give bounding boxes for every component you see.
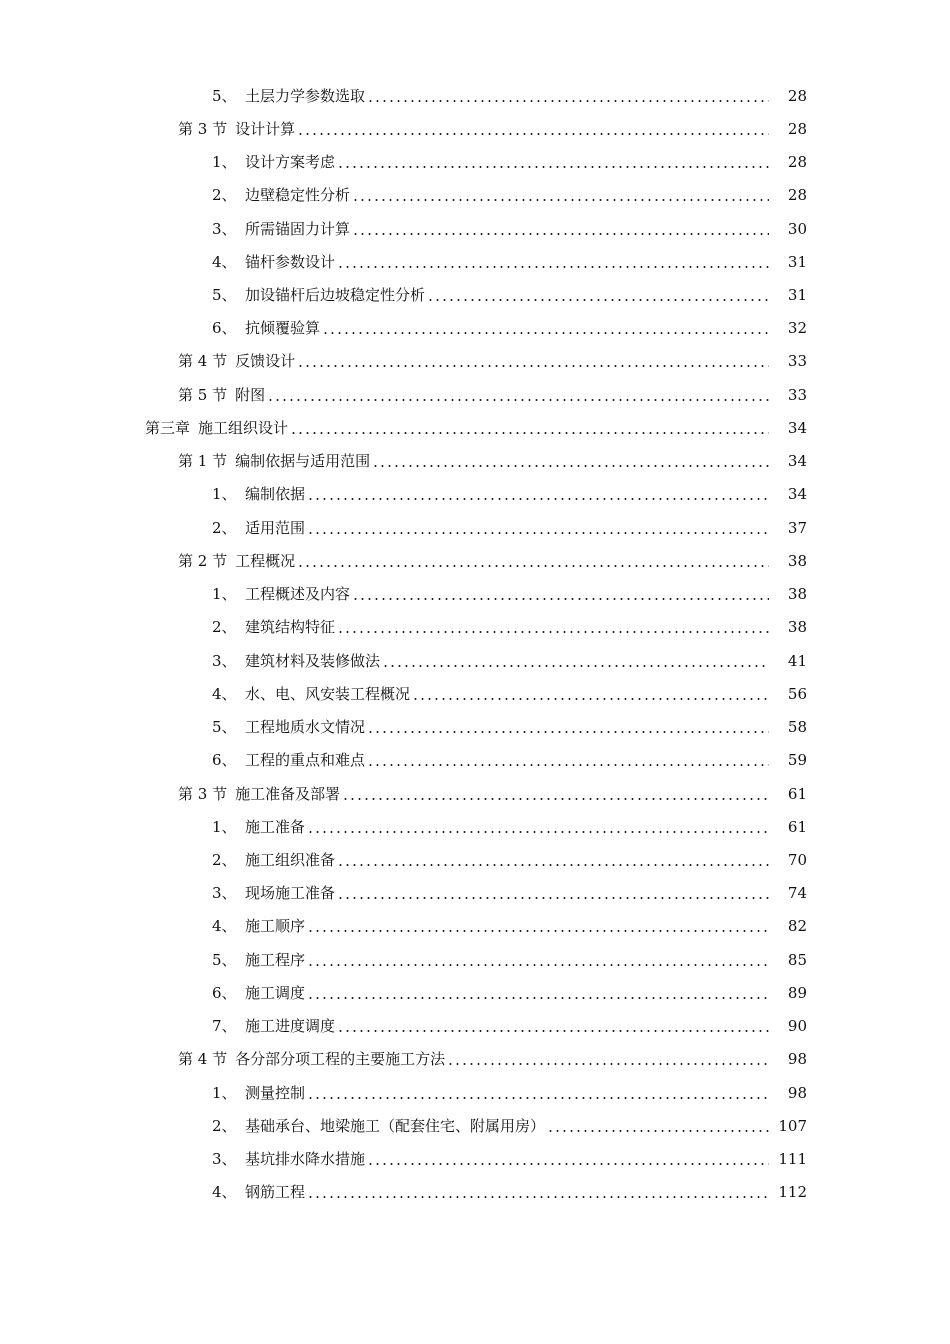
toc-entry-title: 边壁稳定性分析 — [245, 186, 351, 205]
toc-entry-number: 4、 — [212, 252, 237, 271]
toc-entry-title: 施工准备 — [245, 817, 306, 836]
toc-entry-page-number: 89 — [787, 983, 807, 1002]
toc-entry-page-number: 59 — [787, 751, 807, 770]
toc-entry-page-number: 38 — [787, 585, 807, 604]
toc-entry-page-number: 82 — [787, 917, 807, 936]
toc-entry-page-number: 111 — [778, 1150, 807, 1169]
toc-entry[interactable] — [0, 1043, 950, 1076]
toc-entry-page-number: 85 — [787, 950, 807, 969]
toc-entry-number: 1、 — [212, 1083, 237, 1102]
dot-leader — [547, 1130, 769, 1132]
toc-entry-title: 反馈设计 — [235, 352, 296, 371]
toc-entry-number: 1、 — [212, 817, 237, 836]
toc-entry-title: 建筑材料及装修做法 — [245, 651, 381, 670]
dot-leader — [337, 266, 769, 268]
toc-entry-number: 第 4 节 — [178, 1050, 228, 1069]
dot-leader — [307, 532, 769, 534]
toc-entry[interactable] — [0, 1109, 950, 1142]
toc-entry-title: 施工程序 — [245, 950, 306, 969]
toc-entry[interactable] — [0, 677, 950, 710]
toc-entry-page-number: 38 — [787, 618, 807, 637]
toc-entry-number: 第 3 节 — [178, 784, 228, 803]
toc-entry[interactable] — [0, 312, 950, 345]
toc-entry[interactable] — [0, 611, 950, 644]
dot-leader — [337, 631, 769, 633]
dot-leader — [337, 864, 769, 866]
toc-entry-page-number: 34 — [787, 418, 807, 437]
dot-leader — [342, 798, 769, 800]
toc-entry-title: 工程地质水文情况 — [245, 718, 366, 737]
dot-leader — [337, 166, 769, 168]
toc-entry-number: 1、 — [212, 153, 237, 172]
toc-entry[interactable] — [0, 710, 950, 743]
dot-leader — [412, 698, 769, 700]
toc-entry-number: 2、 — [212, 518, 237, 537]
toc-entry-page-number: 98 — [787, 1050, 807, 1069]
toc-entry-title: 加设锚杆后边坡稳定性分析 — [245, 286, 426, 305]
toc-entry-title: 建筑结构特征 — [245, 618, 336, 637]
toc-entry[interactable] — [0, 145, 950, 178]
toc-entry-title: 基础承台、地梁施工（配套住宅、附属用房） — [245, 1116, 546, 1135]
toc-entry-title: 工程的重点和难点 — [245, 751, 366, 770]
toc-entry[interactable] — [0, 843, 950, 876]
toc-entry[interactable] — [0, 877, 950, 910]
toc-entry-title: 基坑排水降水措施 — [245, 1150, 366, 1169]
toc-entry[interactable] — [0, 245, 950, 278]
toc-entry[interactable] — [0, 1176, 950, 1209]
toc-entry-page-number: 107 — [778, 1116, 807, 1135]
toc-entry-page-number: 30 — [787, 219, 807, 238]
toc-entry[interactable] — [0, 943, 950, 976]
toc-entry-number: 6、 — [212, 983, 237, 1002]
toc-entry-number: 5、 — [212, 718, 237, 737]
toc-entry[interactable] — [0, 511, 950, 544]
toc-entry[interactable] — [0, 644, 950, 677]
toc-entry-number: 7、 — [212, 1017, 237, 1036]
toc-entry-title: 编制依据与适用范围 — [235, 452, 371, 471]
dot-leader — [352, 199, 769, 201]
dot-leader — [307, 930, 769, 932]
toc-entry-title: 钢筋工程 — [245, 1183, 306, 1202]
toc-entry[interactable] — [0, 79, 950, 112]
dot-leader — [322, 332, 769, 334]
toc-entry-number: 2、 — [212, 618, 237, 637]
toc-entry-page-number: 31 — [787, 252, 807, 271]
toc-entry-page-number: 90 — [787, 1017, 807, 1036]
toc-entry-title: 设计计算 — [235, 119, 296, 138]
dot-leader — [297, 565, 769, 567]
dot-leader — [372, 465, 769, 467]
toc-entry-title: 施工组织设计 — [198, 418, 289, 437]
toc-entry-title: 现场施工准备 — [245, 884, 336, 903]
dot-leader — [267, 399, 769, 401]
dot-leader — [367, 731, 769, 733]
toc-entry[interactable] — [0, 810, 950, 843]
toc-entry-title: 施工调度 — [245, 983, 306, 1002]
toc-entry-title: 施工组织准备 — [245, 851, 336, 869]
toc-entry[interactable] — [0, 278, 950, 311]
dot-leader — [352, 598, 769, 600]
toc-entry-number: 5、 — [212, 950, 237, 969]
toc-entry-page-number: 33 — [787, 385, 807, 404]
dot-leader — [447, 1063, 769, 1065]
toc-entry-title: 施工进度调度 — [245, 1017, 336, 1036]
toc-entry-title: 各分部分项工程的主要施工方法 — [235, 1050, 446, 1069]
toc-entry-number: 6、 — [212, 319, 237, 338]
toc-entry[interactable] — [0, 179, 950, 212]
toc-entry[interactable] — [0, 1143, 950, 1176]
toc-entry-number: 第 1 节 — [178, 452, 228, 471]
toc-entry-number: 第三章 — [145, 418, 191, 437]
toc-entry-page-number: 31 — [787, 286, 807, 305]
dot-leader — [297, 365, 769, 367]
toc-entry-number: 3、 — [212, 884, 237, 903]
toc-entry-page-number: 56 — [787, 684, 807, 703]
toc-entry-number: 第 4 节 — [178, 352, 228, 371]
dot-leader — [367, 1163, 769, 1165]
toc-entry-page-number: 28 — [787, 86, 807, 105]
toc-entry[interactable] — [0, 910, 950, 943]
toc-entry-page-number: 28 — [787, 119, 807, 138]
toc-entry[interactable] — [0, 777, 950, 810]
toc-entry[interactable] — [0, 744, 950, 777]
toc-entry-title: 编制依据 — [245, 485, 306, 504]
toc-entry-page-number: 70 — [787, 851, 807, 869]
toc-entry-title: 锚杆参数设计 — [245, 252, 336, 271]
toc-entry[interactable] — [0, 112, 950, 145]
toc-entry-title: 设计方案考虑 — [245, 153, 336, 172]
toc-entry-page-number: 28 — [787, 186, 807, 205]
toc-entry-page-number: 41 — [787, 651, 807, 670]
toc-entry-title: 水、电、风安装工程概况 — [245, 684, 411, 703]
toc-entry-page-number: 38 — [787, 551, 807, 570]
toc-entry[interactable] — [0, 212, 950, 245]
toc-entry-number: 2、 — [212, 851, 237, 869]
toc-entry-page-number: 33 — [787, 352, 807, 371]
toc-entry-number: 2、 — [212, 1116, 237, 1135]
dot-leader — [352, 233, 769, 235]
toc-entry-number: 5、 — [212, 286, 237, 305]
toc-entry-number: 4、 — [212, 684, 237, 703]
dot-leader — [367, 100, 769, 102]
toc-entry-title: 施工准备及部署 — [235, 784, 341, 803]
toc-entry-title: 工程概况 — [235, 551, 296, 570]
toc-entry-page-number: 37 — [787, 518, 807, 537]
toc-entry-number: 1、 — [212, 585, 237, 604]
toc-entry-page-number: 112 — [778, 1183, 807, 1202]
toc-entry-page-number: 34 — [787, 452, 807, 471]
toc-entry-title: 工程概述及内容 — [245, 585, 351, 604]
toc-entry[interactable] — [0, 345, 950, 378]
toc-entry-page-number: 61 — [787, 784, 807, 803]
dot-leader — [297, 133, 769, 135]
toc-entry-page-number: 61 — [787, 817, 807, 836]
dot-leader — [307, 831, 769, 833]
toc-entry[interactable] — [0, 544, 950, 577]
dot-leader — [337, 897, 769, 899]
dot-leader — [307, 1097, 769, 1099]
toc-entry-number: 第 3 节 — [178, 119, 228, 138]
table-of-contents — [0, 79, 950, 1209]
toc-entry-title: 施工顺序 — [245, 917, 306, 936]
dot-leader — [427, 299, 769, 301]
toc-entry-number: 2、 — [212, 186, 237, 205]
toc-entry-page-number: 28 — [787, 153, 807, 172]
toc-entry[interactable] — [0, 378, 950, 411]
toc-entry-page-number: 98 — [787, 1083, 807, 1102]
toc-entry-number: 3、 — [212, 1150, 237, 1169]
dot-leader — [290, 432, 769, 434]
toc-entry-number: 1、 — [212, 485, 237, 504]
toc-entry[interactable] — [0, 411, 950, 444]
toc-entry-number: 3、 — [212, 219, 237, 238]
toc-entry-title: 抗倾覆验算 — [245, 319, 321, 338]
dot-leader — [307, 1196, 769, 1198]
toc-entry-title: 土层力学参数选取 — [245, 86, 366, 105]
toc-entry-number: 3、 — [212, 651, 237, 670]
toc-entry-title: 所需锚固力计算 — [245, 219, 351, 238]
toc-entry[interactable] — [0, 445, 950, 478]
toc-entry-number: 6、 — [212, 751, 237, 770]
dot-leader — [337, 1030, 769, 1032]
toc-entry-number: 第 5 节 — [178, 385, 228, 404]
toc-entry[interactable] — [0, 1076, 950, 1109]
toc-entry-number: 4、 — [212, 917, 237, 936]
toc-entry-page-number: 32 — [787, 319, 807, 338]
toc-entry-number: 4、 — [212, 1183, 237, 1202]
toc-entry[interactable] — [0, 578, 950, 611]
dot-leader — [307, 498, 769, 500]
toc-entry-page-number: 74 — [787, 884, 807, 903]
toc-entry[interactable] — [0, 478, 950, 511]
toc-entry-title: 适用范围 — [245, 518, 306, 537]
toc-entry[interactable] — [0, 976, 950, 1009]
toc-entry-number: 第 2 节 — [178, 551, 228, 570]
dot-leader — [367, 764, 769, 766]
toc-entry-page-number: 58 — [787, 718, 807, 737]
toc-entry-page-number: 34 — [787, 485, 807, 504]
dot-leader — [307, 997, 769, 999]
toc-entry-title: 附图 — [235, 385, 266, 404]
toc-entry-title: 测量控制 — [245, 1083, 306, 1102]
dot-leader — [307, 964, 769, 966]
toc-entry-number: 5、 — [212, 86, 237, 105]
dot-leader — [382, 665, 769, 667]
toc-entry[interactable] — [0, 1010, 950, 1043]
